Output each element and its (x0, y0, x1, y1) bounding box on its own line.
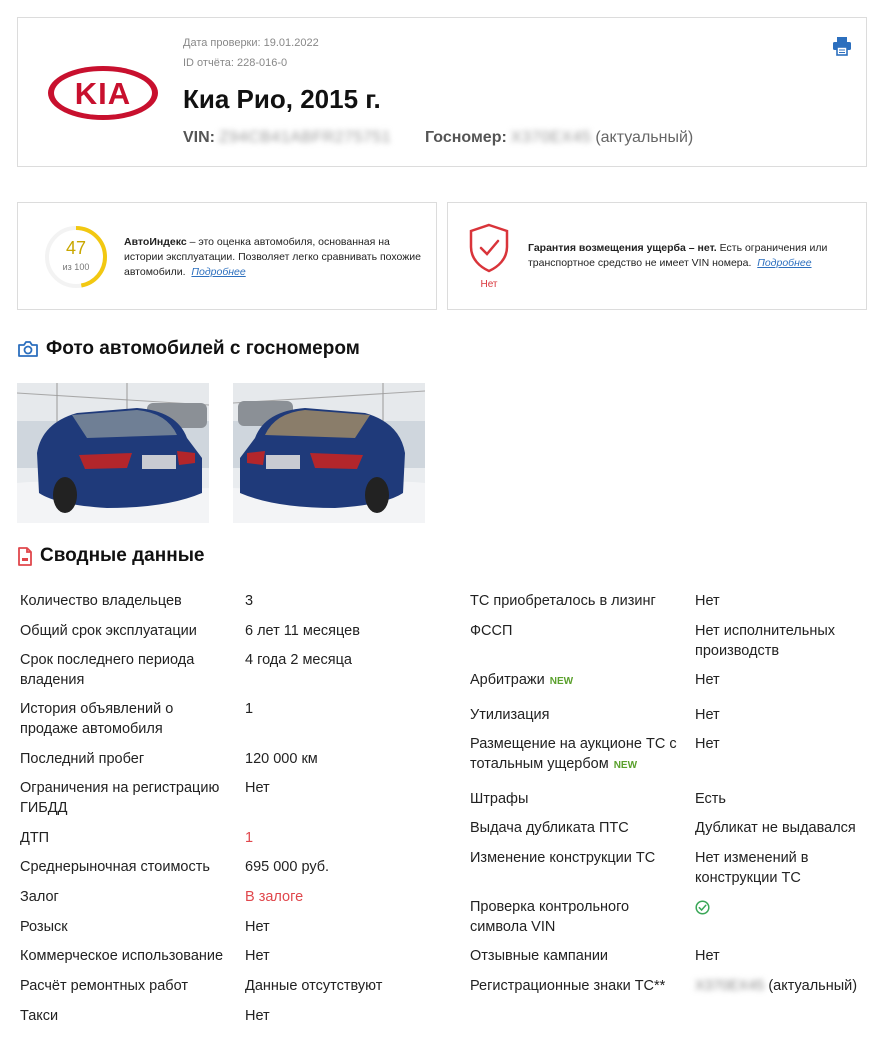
row-value (695, 897, 870, 921)
row-label: Залог (20, 889, 59, 905)
row-label: История объявлений о продаже автомобиля (20, 701, 174, 737)
car-title: Киа Рио, 2015 г. (183, 84, 381, 114)
check-date: Дата проверки: 19.01.2022 (183, 37, 319, 49)
row-value: 6 лет 11 месяцев (245, 623, 360, 639)
document-icon (17, 547, 33, 566)
summary-heading (17, 545, 205, 567)
car-photo-2[interactable] (233, 383, 425, 523)
camera-icon (17, 340, 39, 358)
new-badge: NEW (549, 676, 574, 687)
row-label: ДТП (20, 830, 50, 846)
vin-label: VIN: (183, 129, 215, 146)
guarantee-text: Есть ограничения или транспортное средство не имеет VIN номера. (528, 242, 828, 269)
row-label: Коммерческое использование (20, 948, 224, 964)
guarantee-title: Гарантия возмещения ущерба – нет. (528, 242, 717, 254)
row-value: Нет (245, 948, 270, 964)
row-value: Дубликат не выдавался (695, 820, 856, 836)
row-label: Общий срок эксплуатации (20, 623, 197, 639)
row-value: Нет (695, 672, 720, 688)
row-label: Такси (20, 1008, 59, 1024)
row-value: Нет исполнительных производств (695, 623, 835, 659)
row-label: Выдача дубликата ПТС (470, 820, 629, 836)
photos-heading-text: Фото автомобилей с госномером (46, 338, 360, 359)
row-value (695, 976, 875, 996)
guarantee-status: Нет (480, 279, 498, 290)
autoindex-more-link[interactable]: Подробнее (191, 266, 246, 278)
vin-row (183, 129, 391, 147)
report-header-card (17, 17, 867, 167)
row-value[interactable]: 1 (245, 830, 254, 846)
row-label: Штрафы (470, 791, 529, 807)
plate-value: Х370ЕХ45 (510, 129, 592, 146)
guarantee-card (447, 202, 867, 310)
autoindex-score: 47 (65, 238, 87, 258)
photos-heading (17, 338, 360, 360)
row-value[interactable]: В залоге (245, 889, 304, 905)
row-label: ТС приобреталось в лизинг (470, 593, 656, 609)
car-photo-1[interactable] (17, 383, 209, 523)
plate-status: (актуальный) (595, 129, 694, 146)
guarantee-more-link[interactable]: Подробнее (757, 257, 812, 269)
row-label: Проверка контрольного символа VIN (470, 899, 630, 935)
plate-label: Госномер: (425, 129, 507, 146)
car-photo-1-image (17, 383, 209, 523)
svg-text:KIA: KIA (74, 76, 132, 111)
row-value: Есть (695, 791, 726, 807)
row-label-text: Размещение на аукционе ТС с тотальным ущербом (470, 736, 677, 772)
row-label: Регистрационные знаки ТС** (470, 978, 666, 994)
autoindex-score-max: из 100 (62, 262, 90, 272)
row-label: Количество владельцев (20, 593, 182, 609)
row-value: Нет (245, 780, 270, 796)
row-label: Срок последнего периода владения (20, 652, 195, 688)
autoindex-title: АвтоИндекс (124, 236, 187, 248)
printer-icon[interactable] (832, 36, 852, 56)
row-value: 4 года 2 месяца (245, 652, 352, 668)
row-value: Нет (245, 1008, 270, 1024)
row-value: 695 000 руб. (245, 859, 330, 875)
autoindex-card (17, 202, 437, 310)
row-value: Данные отсутствуют (245, 978, 383, 994)
row-value: Нет изменений в конструкции ТС (695, 850, 809, 886)
row-value: 3 (245, 593, 254, 609)
row-label: ФССП (470, 623, 513, 639)
row-label: Изменение конструкции ТС (470, 850, 656, 866)
row-label (470, 670, 685, 692)
row-label (470, 734, 685, 776)
shield-check-icon (468, 223, 510, 273)
car-photo-2-image (233, 383, 425, 523)
row-value: 1 (245, 701, 254, 717)
kia-logo (46, 64, 160, 122)
check-circle-icon (695, 900, 710, 915)
guarantee-description (528, 241, 858, 271)
plate-blurred: Х370ЕХ45 (695, 978, 765, 994)
row-value: Нет (245, 919, 270, 935)
row-label: Отзывные кампании (470, 948, 609, 964)
row-label: Среднерыночная стоимость (20, 859, 210, 875)
row-label: Утилизация (470, 707, 550, 723)
plate-status: (актуальный) (768, 978, 858, 994)
row-value: Нет (695, 948, 720, 964)
row-value: 120 000 км (245, 751, 318, 767)
row-value: Нет (695, 707, 720, 723)
summary-heading-text: Сводные данные (40, 545, 205, 566)
row-label-text: Арбитражи (470, 672, 545, 688)
autoindex-description (124, 235, 424, 280)
row-label: Розыск (20, 919, 68, 935)
row-label: Последний пробег (20, 751, 145, 767)
plate-row (425, 129, 693, 147)
row-label: Расчёт ремонтных работ (20, 978, 188, 994)
vin-value: Z94CB41ABFR275751 (219, 129, 392, 146)
new-badge: NEW (613, 760, 638, 771)
autoindex-text: – это оценка автомобиля, основанная на истории эксплуатации. Позволяет легко сравнивать похожие автомобили. (124, 236, 421, 278)
row-label: Ограничения на регистрацию ГИБДД (20, 780, 220, 816)
row-value: Нет (695, 736, 720, 752)
row-value: Нет (695, 593, 720, 609)
report-id: ID отчёта: 228-016-0 (183, 57, 288, 69)
